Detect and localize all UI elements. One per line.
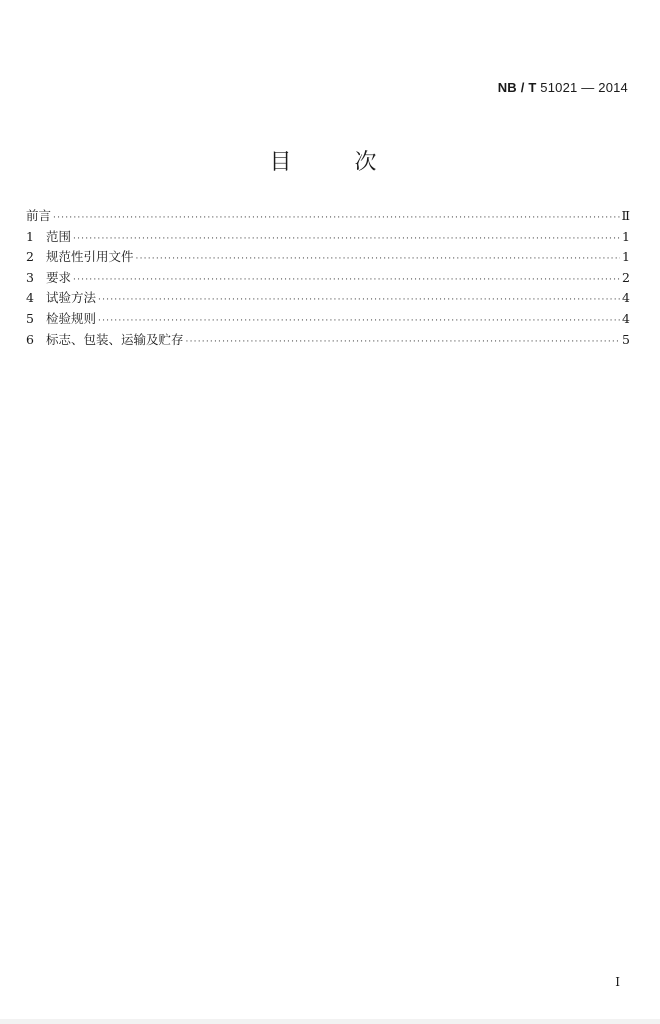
toc-entry-foreword[interactable] <box>26 206 630 227</box>
toc-entry-test-methods[interactable] <box>26 288 630 309</box>
toc-entry-label: 范围 <box>46 228 72 244</box>
toc-entry-number: 6 <box>26 331 34 347</box>
toc-dot-leader <box>73 270 620 291</box>
toc-entry-page: 5 <box>622 331 630 347</box>
toc-dot-leader <box>98 311 620 332</box>
toc-entry-number: 2 <box>26 249 34 265</box>
toc-dot-leader <box>98 290 620 311</box>
toc-entry-page: Ⅱ <box>621 208 630 223</box>
toc-entry-number: 5 <box>26 310 34 326</box>
toc-entry-number: 4 <box>26 290 34 306</box>
toc-entry-page: 4 <box>622 310 630 326</box>
page-number: I <box>615 975 620 989</box>
toc-dot-leader <box>136 249 620 270</box>
toc-entry-requirements[interactable] <box>26 268 630 289</box>
toc-dot-leader <box>73 229 620 250</box>
toc-entry-inspection-rules[interactable] <box>26 309 630 330</box>
toc-dot-leader <box>53 208 619 229</box>
scan-edge <box>0 1019 660 1024</box>
toc-dot-leader <box>186 332 620 353</box>
toc-entry-number: 3 <box>26 269 34 285</box>
toc-entry-label: 检验规则 <box>46 310 97 326</box>
toc-entry-label: 试验方法 <box>46 290 97 306</box>
toc-entry-page: 2 <box>622 269 630 285</box>
toc-entry-label: 前言 <box>26 208 52 223</box>
standard-prefix: NB / T <box>497 80 537 95</box>
toc-entry-scope[interactable] <box>26 227 630 248</box>
toc-entry-normative-references[interactable] <box>26 247 630 268</box>
toc-entry-label: 标志、包装、运输及贮存 <box>46 331 184 347</box>
toc-entry-page: 1 <box>622 228 630 244</box>
toc-entry-number: 1 <box>26 228 34 244</box>
toc-entry-label: 要求 <box>46 269 72 285</box>
toc-entry-page: 1 <box>622 249 630 265</box>
toc-entry-page: 4 <box>622 290 630 306</box>
standard-code <box>498 80 628 95</box>
page-title: 目 次 <box>269 150 405 175</box>
toc-entry-marking-packaging[interactable] <box>26 330 630 351</box>
toc-entry-label: 规范性引用文件 <box>46 249 134 265</box>
table-of-contents <box>26 206 630 350</box>
standard-number: 51021 — 2014 <box>536 80 628 95</box>
